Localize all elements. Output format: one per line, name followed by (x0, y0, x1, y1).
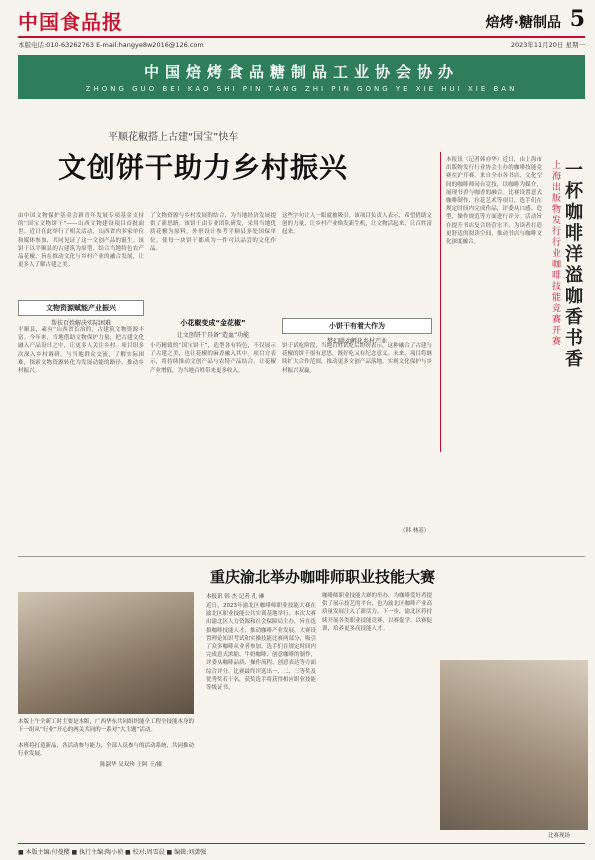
right-feature-title: 一杯咖啡洋溢咖香书香 (562, 160, 583, 370)
issue-date: 2023年11月20日 星期一 (510, 41, 585, 49)
lead-col3-subheads (282, 318, 432, 345)
bakery-photo-caption: 本版上午全新工时主要是本版，广西华东共同组织能全工程全技能本身的下一组从“行业”开心的两关共同的一系对“大主题”活动。 (18, 719, 195, 733)
section-title: 焙烤·糖制品 (485, 15, 561, 31)
lead-subhead-3a: 小饼干有着大作为 (282, 318, 432, 334)
lead-col1-text: 由中国文物保护基金会新青年发展专项基金支持的“国宝文物饼干”——山西文物建设项目首批面世。近日在此举行了相关活动，山西省内多家单位和媒体参加，共同见证了这一文创产品的诞生。该饼干以平顺县的古建筑为原型，结合当地特色农产品花椒，旨在推动文化与乡村产业的融合发展，让更多人了解古建之美。 (18, 213, 144, 269)
bakery-photo-credit: 陈淑华 吴双珍 王阿 王/摄 (100, 762, 163, 768)
association-banner (18, 55, 585, 99)
bottom-text-col1: 近日，2023年渝北区咖啡师职业技能大赛在渝北区职业技能公共实训基地举行。本次大赛由渝北区人力资源和社会保障局主办，旨在选拔咖啡技能人才，推动咖啡产业发展。大赛设置理论知识考试和实操技能比赛两部分，吸引了众多咖啡从业者参加。选手们在规定时间内完成意式浓缩、牛奶咖啡、创意咖啡的制作，评委从咖啡品质、操作流程、创意表达等方面综合评分。比赛最终评选出一、二、三等奖及优秀奖若干名，获奖选手将获得相应职业技能等级证书。 (206, 603, 316, 692)
lead-subhead-1b: 帮扶百姓解决实际困难 (50, 320, 111, 327)
contact-info: 本版电话:010-63262763 E-mail:hangye8w2016@126.com (18, 41, 204, 49)
lead-subhead-2a: 小花椒变成“金花椒” (180, 319, 246, 327)
lead-col1-subheads (18, 300, 144, 327)
bakery-photo (18, 592, 194, 714)
competition-photo-credit: 比赛现场 (548, 833, 571, 839)
lead-col2-subheads (150, 318, 276, 339)
bakery-photo-caption-2: 本班将打造新品，各活动参与能力，全部人员参与的活动系统，共同推动行业发展。 (18, 743, 195, 757)
lead-headline: 文创饼干助力乡村振兴 (58, 151, 349, 184)
bottom-text-col2: 咖啡师职业技能大赛的举办，为咖啡爱好者提供了展示技艺的平台，也为渝北区咖啡产业高质量发展注入了新活力。下一步，渝北区将持续开展各类职业技能竞赛，以赛促学、以赛促训，培养更多高技能人才。 (322, 593, 432, 632)
lead-col1b-text: 平顺县，素有“山西省长治的，古建筑文物资源丰富。今年来，当地借助文物保护力量，把古建文化融入产品设计之中，让更多人关注乡村。项目组多次深入乡村调研，与当地群众交流，了解实际困难，探索文物资源转化为发展动能的路径，推动乡村振兴。 (18, 327, 144, 375)
right-feature-text: 本报讯（记者韩亦华）近日，由上海市出版物发行行业协会主办的咖啡技能竞赛在沪开赛。来自全市各书店、文化空间的咖啡师同台竞技，以咖啡为媒介，展现书香与咖香的融合。比赛设置意式咖啡制作、拉花艺术等项目，选手们在规定时间内完成作品，评委从口感、造型、操作规范等方面进行评分。活动旨在提升书店复合经营水平，为读者打造更舒适的阅读空间，推动书店与咖啡文化深度融合。 (446, 157, 542, 246)
page-number: 5 (569, 6, 585, 32)
newspaper-logo: 中国食品报 (18, 10, 123, 34)
lead-col2b-text: 小巧精致的“国宝饼干”，造型各有特色，不仅展示了古建之美，也让花椒的麻香融入其中。项目方表示，将持续推动文创产品与农特产品结合，让花椒产业增值，为当地百姓带来更多收入。 (150, 343, 276, 374)
page-footer: ■ 本版主编:付曼樱 ■ 执行主编:陶小祯 ■ 校对:周雪晨 ■ 编辑:刘潇强 (18, 843, 585, 856)
bottom-byline: 本报讯 韩 杰 记者 孔 琳 (206, 594, 265, 600)
lead-kicker: 平顺花椒搭上古建“国宝”快车 (108, 132, 239, 143)
lead-subhead-1a: 文物资源赋能产业振兴 (18, 300, 144, 316)
section-divider (18, 556, 585, 557)
lead-subhead-2b: 让文创饼干具备“造血”功能 (176, 332, 250, 339)
right-feature-subtitle: 上海出版物发行行业咖啡技能竞赛开赛 (550, 160, 560, 347)
banner-pinyin: ZHONG GUO BEI KAO SHI PIN TANG ZHI PIN GONG YE XIE HUI XIE BAN (85, 85, 518, 93)
competition-photo (440, 660, 588, 830)
lead-signature: （韩 林基） (400, 528, 430, 534)
bottom-headline: 重庆渝北举办咖啡师职业技能大赛 (210, 568, 436, 586)
lead-subhead-3b: 梦幻联动孵化乡村产业 (326, 338, 387, 345)
masthead-rule (18, 36, 585, 38)
lead-col3-text: 这些字句让人一眼就被吸引。该项目负责人表示，希望借助文创的力量，让乡村产业焕发新生机，让文物活起来，让百姓富起来。 (282, 213, 432, 236)
lead-col2-text: 了文物资源与乡村发展的结合，为当地经济发展提供了新思路。该饼干由专业团队研发，采用当地优质花椒为原料，外形设计参考平顺县多处国保单位，使每一块饼干都成为一件可以品尝的文化作品。 (150, 213, 276, 252)
banner-title: 中国焙烤食品糖制品工业协会协办 (143, 63, 459, 81)
lead-col3b-text: 饼干试吃阶段，当地百姓试吃后纷纷表示，这种融合了古建与花椒的饼干很有意思，既好吃又有纪念意义。未来，项目将继续扩大合作范围，推动更多文创产品落地，实现文化保护与乡村振兴双赢。 (282, 343, 432, 374)
